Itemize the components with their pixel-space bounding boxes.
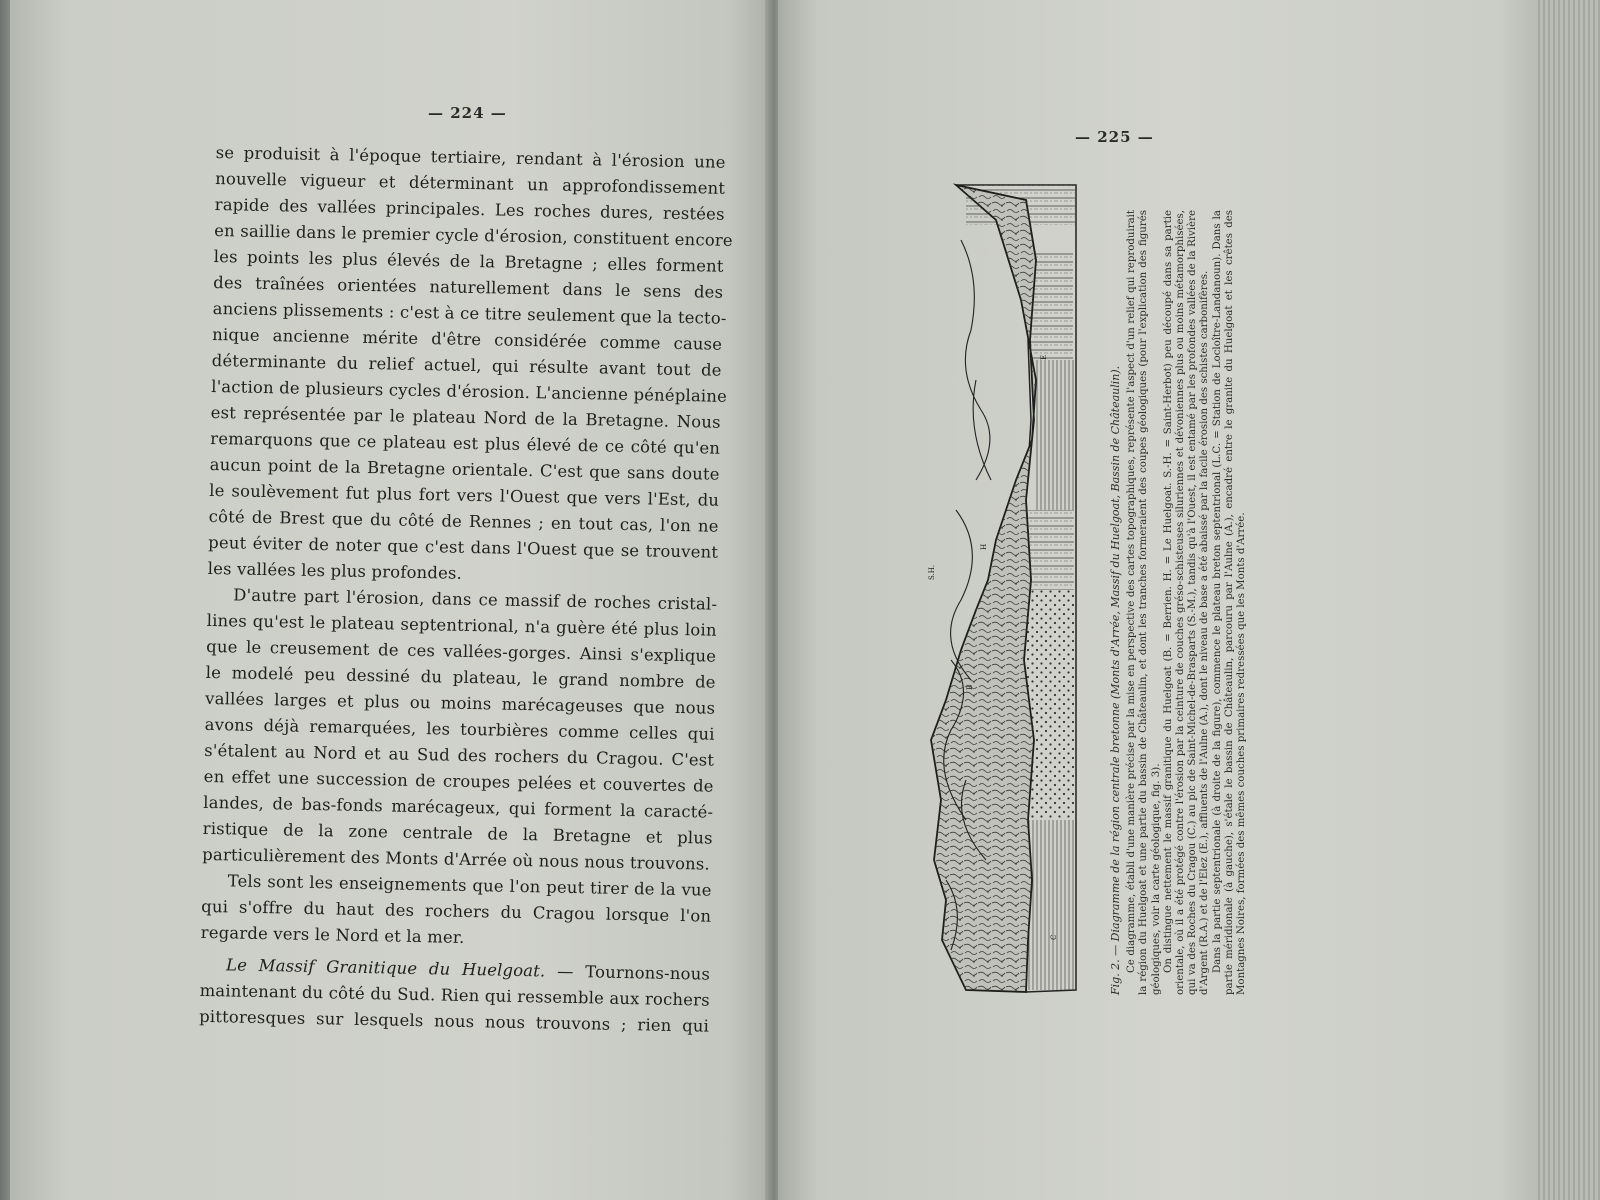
text-line: nique ancienne mérite d'être considérée comme cause [212,324,723,354]
text-line: côté de Brest que du côté de Rennes ; en tout cas, l'on ne [208,506,719,536]
section-vertical-lines-bottom [1026,820,1074,990]
text-line: avons déjà remarquées, les tourbières comme celles qui [204,714,715,744]
text-line: D'autre part l'érosion, dans ce massif de roches cristal- [233,585,718,614]
text-line: les points les plus élevés de la Bretagne ; elles forment [213,246,724,276]
text-line: les vallées les plus profondes. [207,558,463,583]
text-line: le modelé peu dessiné du plateau, le grand nombre de [205,662,716,692]
text-line: anciens plissements : c'est à ce titre seulement que la tecto- [212,298,727,328]
section-heading: Le Massif Granitique du Huelgoat. [225,955,546,981]
page-edges [1535,0,1600,1200]
text-line: particulièrement des Monts d'Arrée où nous nous trouvons. [202,844,711,874]
section-stripes-top [1031,250,1073,360]
caption-paragraph: Dans la partie septentrionale (à droite de la figure), commence le plateau breton septentrional (L.C. = Station de Locloître-Landanoun). Dans la partie méridionale (à gauche), s'étale le bassin de Châteaulin, parcouru par l'Aulne (A.), encadré entre le granite du Huelgoat et les crêtes des Montagnes Noires, formées des mêmes couches primaires redressées que les Monts d'Arrée. [1211,210,1248,995]
figure-label-sh: S.H. [928,564,936,580]
text-line: en saillie dans le premier cycle d'érosion, constituent encore [214,220,733,250]
text-line: s'étalent au Nord et au Sud des rochers du Cragou. C'est [204,740,715,770]
page-number-right: — 225 — [1075,128,1154,146]
text-line: rapide des vallées principales. Les roches dures, restées [214,194,725,224]
text-line: landes, de bas-fonds marécageux, qui forment la caracté- [203,792,714,822]
text-line: le soulèvement fut plus fort vers l'Ouest que vers l'Est, du [209,480,720,510]
text-line: aucun point de la Bretagne orientale. C'est que sans doute [209,454,720,484]
text-line: ristique de la zone centrale de la Bretagne et plus [202,818,713,848]
left-page-body-text [198,140,733,1040]
caption-title: Fig. 2. — Diagramme de la région centrale bretonne (Monts d'Arrée, Massif du Huelgoat, Bassin de Châteaulin). [1109,365,1122,995]
block-diagram-figure [928,180,1086,1000]
relief-hatching [931,185,1036,992]
figure-label-c: C [1050,934,1058,940]
text-line: en effet une succession de croupes pelées et couvertes de [203,766,714,796]
figure-label-b: B [966,684,974,690]
block-diagram-illustration [928,180,1086,1000]
text-line: peut éviter de noter que c'est dans l'Ouest que se trouvent [208,532,719,562]
caption-paragraph: On distingue nettement le massif granitique du Huelgoat (B. = Berrien. H. = Le Huelgoat. S.-H. = Saint-Herbot) peu découpé dans sa partie orientale, où il a été protégé contre l'érosion par la ceinture de couches gréso-schisteuses siluriennes et dévoniennes plus ou moins métamorphisées, qui va des Roches du Cragou (C.) au pic de Saint-Michel-de-Brasparts (S.-M.), tandis qu'à l'Ouest, il est entamé par les profondes vallées de la Rivière d'Argent (R.A.) et de l'Elez (E.), affluents de l'Aulne (A.), dont le niveau de base a été abaissé par la facile érosion des schistes carbonifères. [1162,210,1211,995]
text-line: se produisit à l'époque tertiaire, rendant à l'érosion une [215,142,726,172]
figure-label-h: H [980,543,988,550]
text-line: maintenant du côté du Sud. Rien qui ressemble aux rochers [199,980,710,1010]
figure-caption [1110,210,1340,995]
text-line: nouvelle vigueur et déterminant un approfondissement [215,168,726,198]
figure-label-e: E [1040,354,1048,360]
text-line: vallées larges et plus ou moins marécageuses que nous [205,688,716,718]
caption-paragraph: Ce diagramme, établi d'une manière précise par la mise en perspective des cartes topographiques, représente l'aspect d'un relief qui reproduirait la région du Huelgoat et une partie du bassin de Châteaulin, et dont les tranches formeraient des coupes géologiques (pour l'explication des figurés géologiques, voir la carte géologique, fig. 3). [1126,210,1162,995]
text-line: regarde vers le Nord et la mer. [200,922,465,947]
section-vertical-lines [1036,360,1074,510]
page-number-left: — 224 — [428,104,507,122]
text-line: Tels sont les enseignements que l'on peut tirer de la vue [227,871,712,900]
text-line: déterminante du relief actuel, qui résulte avant tout de [211,350,722,380]
text-line: est représentée par le plateau Nord de la Bretagne. Nous [210,402,721,432]
text-line: lines qu'est le plateau septentrional, n'a guère été plus loin [206,610,717,640]
text-line: des traînées orientées naturellement dans le sens des [213,272,724,302]
text-line: remarquons que ce plateau est plus élevé de ce côté qu'en [210,428,721,458]
text-line: qui s'offre du haut des rochers du Cragou lorsque l'on [201,896,712,926]
text-line: l'action de plusieurs cycles d'érosion. L'ancienne pénéplaine [211,376,728,406]
text-line: pittoresques sur lesquels nous nous trouvons ; rien qui [198,1006,710,1036]
text-fragment: — Tournons-nous [545,961,711,984]
text-line: que le creusement de ces vallées-gorges. Ainsi s'explique [206,636,717,666]
